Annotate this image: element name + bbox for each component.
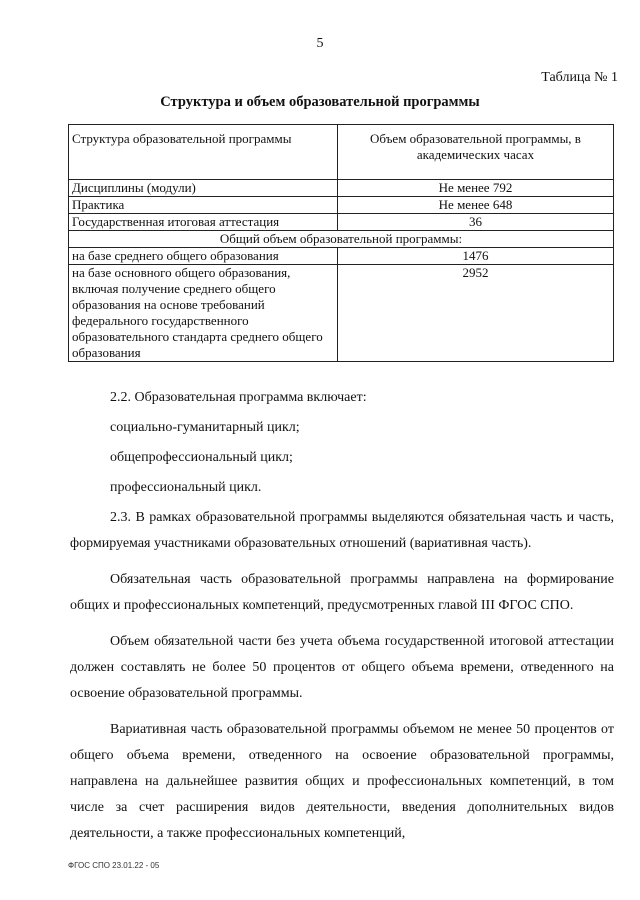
paragraph: профессиональный цикл. xyxy=(110,480,262,495)
paragraph: Обязательная часть образовательной программы направлена на формирование общих и профессиональных компетенций, предусмотренных главой III ФГОС СПО. xyxy=(70,572,614,613)
row-value: 36 xyxy=(338,214,614,231)
paragraph: Объем обязательной части без учета объема государственной итоговой аттестации должен составлять не более 50 процентов от общего объема времени, отведенного на освоение образовательной программы. xyxy=(70,634,614,701)
row-label: Практика xyxy=(69,197,338,214)
paragraph: 2.3. В рамках образовательной программы выделяются обязательная часть и часть, формируемая участниками образовательных отношений (вариативная часть). xyxy=(70,510,614,551)
program-structure-table xyxy=(68,124,614,362)
table-row xyxy=(69,214,614,231)
table-caption: Таблица № 1 xyxy=(541,70,618,85)
paragraph: общепрофессиональный цикл; xyxy=(110,450,293,465)
total-heading: Общий объем образовательной программы: xyxy=(69,231,614,248)
body-text xyxy=(70,385,614,851)
row-label: Дисциплины (модули) xyxy=(69,180,338,197)
row-value: Не менее 648 xyxy=(338,197,614,214)
row-label: на базе среднего общего образования xyxy=(69,248,338,265)
footer-code: ФГОС СПО 23.01.22 - 05 xyxy=(68,861,160,870)
table-title: Структура и объем образовательной программы xyxy=(160,94,480,110)
row-value: Не менее 792 xyxy=(338,180,614,197)
header-volume: Объем образовательной программы, в академических часах xyxy=(338,125,614,180)
table-row xyxy=(69,197,614,214)
paragraph: социально-гуманитарный цикл; xyxy=(110,420,300,435)
table-row xyxy=(69,248,614,265)
table-row xyxy=(69,180,614,197)
table-header-row xyxy=(69,125,614,180)
paragraph: Вариативная часть образовательной программы объемом не менее 50 процентов от общего объема времени, отведенного на освоение образовательной программы, направлена на дальнейшее развития общих и профессиональных компетенций, в том числе за счет расширения видов деятельности, введения дополнительных видов деятельности, а также профессиональных компетенций, xyxy=(70,722,614,841)
paragraph: 2.2. Образовательная программа включает: xyxy=(110,390,367,405)
header-structure: Структура образовательной программы xyxy=(69,125,338,180)
table-row xyxy=(69,265,614,362)
row-label: на базе основного общего образования, включая получение среднего общего образования на основе требований федерального государственного образовательного стандарта среднего общего образования xyxy=(69,265,338,362)
row-label: Государственная итоговая аттестация xyxy=(69,214,338,231)
page-number: 5 xyxy=(316,36,324,51)
total-heading-row xyxy=(69,231,614,248)
row-value: 2952 xyxy=(338,265,614,362)
row-value: 1476 xyxy=(338,248,614,265)
